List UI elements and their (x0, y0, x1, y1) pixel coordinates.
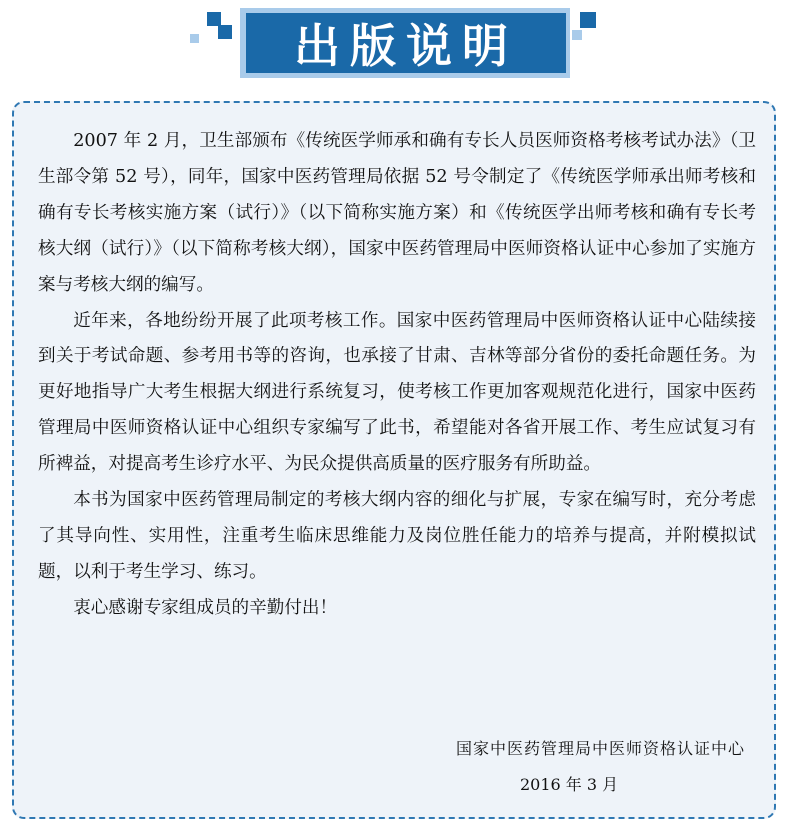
title-decoration-square (190, 34, 199, 43)
signature-date: 2016 年 3 月 (520, 775, 619, 794)
preface-body (38, 124, 756, 627)
title-decoration-square (207, 12, 221, 26)
paragraph-3: 本书为国家中医药管理局制定的考核大纲内容的细化与扩展，专家在编写时，充分考虑了其导向性、实用性，注重考生临床思维能力及岗位胜任能力的培养与提高，并附模拟试题，以利于考生学习、练习。 (38, 490, 756, 582)
signature-organization: 国家中医药管理局中医师资格认证中心 (455, 739, 745, 758)
page-title: 出版说明 (246, 13, 566, 73)
paragraph-1: 2007 年 2 月，卫生部颁布《传统医学师承和确有专长人员医师资格考核考试办法》（卫生部令第 52 号），同年，国家中医药管理局依据 52 号令制定了《传统医学师承出师考核和确有专长考核实施方案（试行）》（以下简称实施方案）和《传统医学出师考核和确有专长考核大纲（试行）》（以下简称考核大纲），国家中医药管理局中医师资格认证中心参加了实施方案与考核大纲的编写。 (38, 131, 756, 295)
paragraph-2: 近年来，各地纷纷开展了此项考核工作。国家中医药管理局中医师资格认证中心陆续接到关于考试命题、参考用书等的咨询，也承接了甘肃、吉林等部分省份的委托命题任务。为更好地指导广大考生根据大纲进行系统复习，使考核工作更加客观规范化进行，国家中医药管理局中医师资格认证中心组织专家编写了此书，希望能对各省开展工作、考生应试复习有所裨益，对提高考生诊疗水平、为民众提供高质量的医疗服务有所助益。 (38, 310, 756, 475)
title-decoration-square (580, 12, 596, 28)
paragraph-4: 衷心感谢专家组成员的辛勤付出！ (73, 597, 338, 618)
title-decoration-square (572, 30, 582, 40)
title-decoration-square (218, 25, 232, 39)
